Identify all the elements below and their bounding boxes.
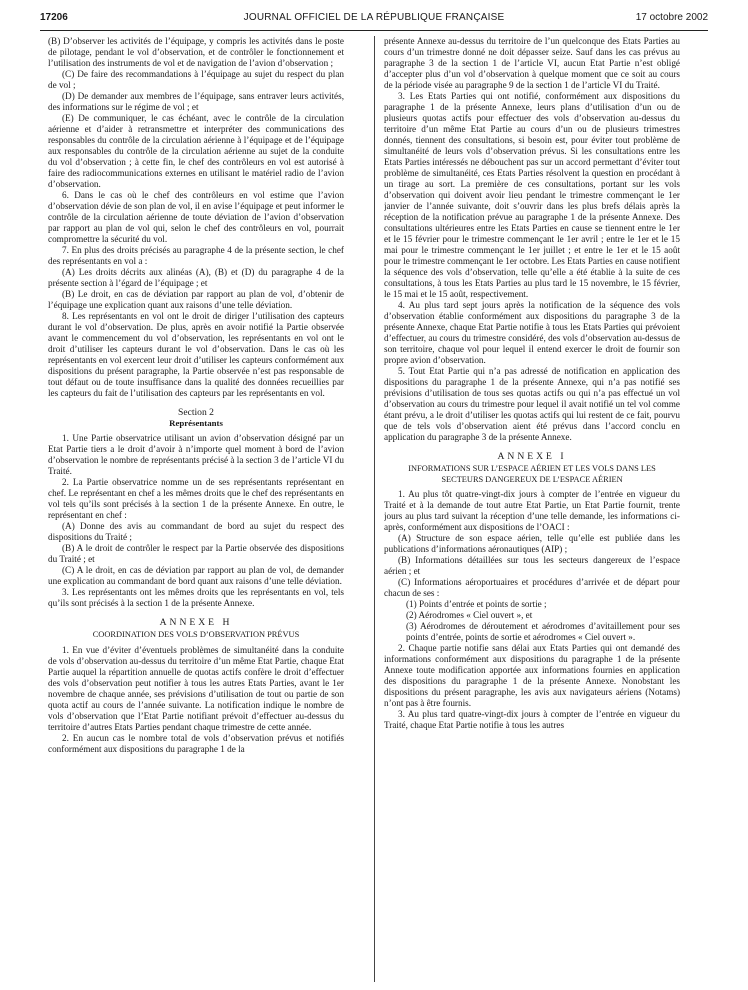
paragraph: 3. Les Etats Parties qui ont notifié, conformément aux dispositions du paragraphe 1 de la présente Annexe, leurs plans d’utilisation d’un ou de plusieurs quotas actifs pour effectuer des vols d’observation au-dessus du territoire d’un même Etat Partie au cours d’un ou de plusieurs trimestres donnés, tiennent des consultations, si besoin est, pour éviter tout problème de simultanéité de leurs vols d’observation prévus. Si les consultations entre les Etats Parties intéressés ne débouchent pas sur un accord permettant d’éviter tout problème de simultanéité, ces Etats Parties résolvent la question en procédant à un tirage au sort. La première de ces consultations, portant sur les vols d’observation qui doivent avoir lieu pendant le trimestre commençant le 1er janvier de l’année suivante, doit s’ouvrir dans les plus brefs délais après la réception de la notification prévue au paragraphe 1 de la présente Annexe. Des consultations ultérieures entre les Etats Parties en cause se tiennent entre le 1er et le 15 février pour le trimestre commençant le 1er avril ; entre le 1er et le 15 mai pour le trimestre commençant le 1er juillet ; et entre le 1er et le 15 août pour le trimestre commençant le 1er octobre. Les Etats Parties en cause notifient la séquence des vols d’observation, telle qu’elle a été établie à la suite de ces consultations, à tous les Etats Parties au plus tard le 15 novembre, le 15 février, le 15 mai et le 15 août, respectivement. [384,91,680,299]
paragraph: 8. Les représentants en vol ont le droit de diriger l’utilisation des capteurs durant le vol d’observation. De plus, après en avoir notifié la Partie observée avant le commencement du vol d’observation, les représentants en vol ont le droit d’utiliser les capteurs durant le vol d’observation. Dans le cas où les représentants en vol exercent leur droit d’utiliser les capteurs conformément aux dispositions du présent paragraphe, la Partie observée n’est pas responsable de tout défaut ou de toute insuffisance dans la qualité des données recueillies par les capteurs du fait de l’utilisation des capteurs par les représentants en vol. [48,311,344,398]
paragraph: (B) D’observer les activités de l’équipage, y compris les activités dans le poste de pilotage, pendant le vol d’observation, et de contrôler le fonctionnement et l’utilisation des instruments de vol et de navigation de l’avion d’observation ; [48,36,344,68]
paragraph: (C) A le droit, en cas de déviation par rapport au plan de vol, de demander une explication au commandant de bord quant aux raisons d’une telle déviation. [48,565,344,586]
list-item: (1) Points d’entrée et points de sortie ; [406,599,547,609]
paragraph: 2. La Partie observatrice nomme un de ses représentants représentant en chef. Le représentant en chef a les mêmes droits que le chef des représentants en vol tels qu’ils sont précisés à la section 1 de la présente Annexe. En outre, le représentant en chef : [48,477,344,520]
paragraph: 1. En vue d’éviter d’éventuels problèmes de simultanéité dans la conduite de vols d’observation au-dessus du territoire d’un même Etat Partie, chaque Etat Partie auquel la répartition annuelle de quotas actifs confère le droit d’effectuer des vols d’observation peut notifier à tous les autres Etats Parties, avant le 1er novembre de chaque année, ses prévisions d’utilisation de tout ou partie de son quota actif au cours de l’année suivante. La notification indique le nombre de vols d’observation que l’Etat Partie notifiant prévoit d’effectuer au-dessus du territoire d’autres Etats Parties pendant chaque trimestre de cette année. [48,644,344,732]
annex-heading: ANNEXE I [497,451,567,462]
section-heading: Section 2 [178,407,214,418]
paragraph: 5. Tout Etat Partie qui n’a pas adressé de notification en application des dispositions du paragraphe 1 de la présente Annexe, qui n’a pas notifié ses prévisions d’utilisation de tous ses quotas actifs ou qui n’a pas effectué un vol d’observation au cours du trimestre pour lequel il avait notifié un tel vol comme étant prévu, a le droit d’utiliser les quotas actifs qui lui restent de ce fait, pourvu que de tels vols d’observation aient été prévus dans l’accord conclu en application du paragraphe 3 de la présente Annexe. [384,366,680,442]
publication-date: 17 octobre 2002 [635,12,708,23]
paragraph: (E) De communiquer, le cas échéant, avec le contrôle de la circulation aérienne et d’aider à retransmettre et interpréter des communications des responsables du contrôle de la circulation aérienne à l’équipage et de l’équipage aux responsables du contrôle de la circulation aérienne au sujet de la conduite du vol d’observation ; à cette fin, le chef des contrôleurs en vol est autorisé à faire des radiocommunications externes en utilisant le matériel radio de l’avion d’observation. [48,113,344,189]
list-item: (3) Aérodromes de déroutement et aérodromes d’avitaillement pour ses points d’entrée, points de sortie et aérodromes « Ciel ouvert ». [406,621,680,642]
section-subtitle: Représentants [169,418,223,428]
header-rule [40,30,708,31]
left-column [48,36,344,984]
annex-heading: ANNEXE H [159,617,233,628]
paragraph: (D) De demander aux membres de l’équipage, sans entraver leurs activités, des informations sur le régime de vol ; et [48,91,344,112]
paragraph: 6. Dans le cas où le chef des contrôleurs en vol estime que l’avion d’observation dévie de son plan de vol, il en avise l’équipage et peut informer le contrôle de la circulation aérienne de toute déviation de l’avion d’observation par rapport au plan de vol qui, selon le chef des contrôleurs en vol, pourrait compromettre la sécurité du vol. [48,190,344,244]
paragraph: (C) Informations aéroportuaires et procédures d’arrivée et de départ pour chacun de ses : [384,577,680,598]
journal-title: JOURNAL OFFICIEL DE LA RÉPUBLIQUE FRANÇAISE [243,12,505,23]
column-divider [374,36,375,982]
paragraph: 1. Au plus tôt quatre-vingt-dix jours à compter de l’entrée en vigueur du Traité et à la demande de tout autre Etat Partie, un Etat Partie fournit, trente jours au plus tard suivant la réception d’une telle demande, les informations ci-après, conformément aux dispositions de l’OACI : [384,489,680,532]
paragraph: (A) Structure de son espace aérien, telle qu’elle est publiée dans les publications d’informations aéronautiques (AIP) ; [384,533,680,554]
paragraph: 2. Chaque partie notifie sans délai aux Etats Parties qui ont demandé des informations conformément aux dispositions du paragraphe 1 de la présente Annexe toute modification apportée aux informations fournies en application des dispositions du paragraphe 1 de la présente Annexe. Nonobstant les dispositions du présent paragraphe, les avis aux navigateurs aériens (Notams) n’ont pas à être fournis. [384,643,680,708]
paragraph: présente Annexe au-dessus du territoire de l’un quelconque des Etats Parties au cours d’un trimestre donné ne doit dépasser seize. Sauf dans les cas prévus au paragraphe 3 de la section 1 de l’article VI, aucun Etat Partie n’est obligé d’accepter plus d’un vol d’observation à quelque moment que ce soit au cours de la période visée au paragraphe 9 de la section 1 de l’article VI du Traité. [384,36,680,90]
paragraph: 4. Au plus tard sept jours après la notification de la séquence des vols d’observation établie conformément aux dispositions du paragraphe 3 de la présente Annexe, chaque Etat Partie notifie à tous les Etats Parties qui prévoient d’effectuer, au cours du trimestre considéré, des vols d’observation au-dessus de son territoire, chaque vol pour lequel il entend exercer le droit de fournir son propre avion d’observation. [384,300,680,365]
paragraph: (A) Les droits décrits aux alinéas (A), (B) et (D) du paragraphe 4 de la présente section à l’égard de l’équipage ; et [48,267,344,288]
page-header [40,12,708,28]
annex-title: INFORMATIONS SUR L’ESPACE AÉRIEN ET LES VOLS DANS LES SECTEURS DANGEREUX DE L’ESPACE AÉRIEN [408,464,656,484]
page-number: 17206 [40,12,68,23]
paragraph: 3. Les représentants ont les mêmes droits que les représentants en vol, tels qu’ils sont précisés à la section 1 de la présente Annexe. [48,587,344,608]
paragraph: 7. En plus des droits précisés au paragraphe 4 de la présente section, le chef des représentants en vol a : [48,245,344,266]
list-item: (2) Aérodromes « Ciel ouvert », et [406,610,533,620]
paragraph: 1. Une Partie observatrice utilisant un avion d’observation désigné par un Etat Partie tiers a le droit d’avoir à n’importe quel moment à bord de l’avion d’observation le nombre de représentants précisé à la section 3 de l’article VI du Traité. [48,433,344,476]
paragraph: (C) De faire des recommandations à l’équipage au sujet du respect du plan de vol ; [48,69,344,90]
paragraph: 2. En aucun cas le nombre total de vols d’observation prévus et notifiés conformément aux dispositions du paragraphe 1 de la [48,732,344,754]
paragraph: (B) Informations détaillées sur tous les secteurs dangereux de l’espace aérien ; et [384,555,680,576]
paragraph: (A) Donne des avis au commandant de bord au sujet du respect des dispositions du Traité ; [48,521,344,542]
paragraph: (B) Le droit, en cas de déviation par rapport au plan de vol, d’obtenir de l’équipage une explication quant aux raisons d’une telle déviation. [48,289,344,310]
right-column [384,36,680,984]
annex-title: COORDINATION DES VOLS D’OBSERVATION PRÉVUS [92,630,300,639]
paragraph: 3. Au plus tard quatre-vingt-dix jours à compter de l’entrée en vigueur du Traité, chaque Etat Partie notifie à tous les autres [384,709,680,730]
paragraph: (B) A le droit de contrôler le respect par la Partie observée des dispositions du Traité ; et [48,543,344,564]
